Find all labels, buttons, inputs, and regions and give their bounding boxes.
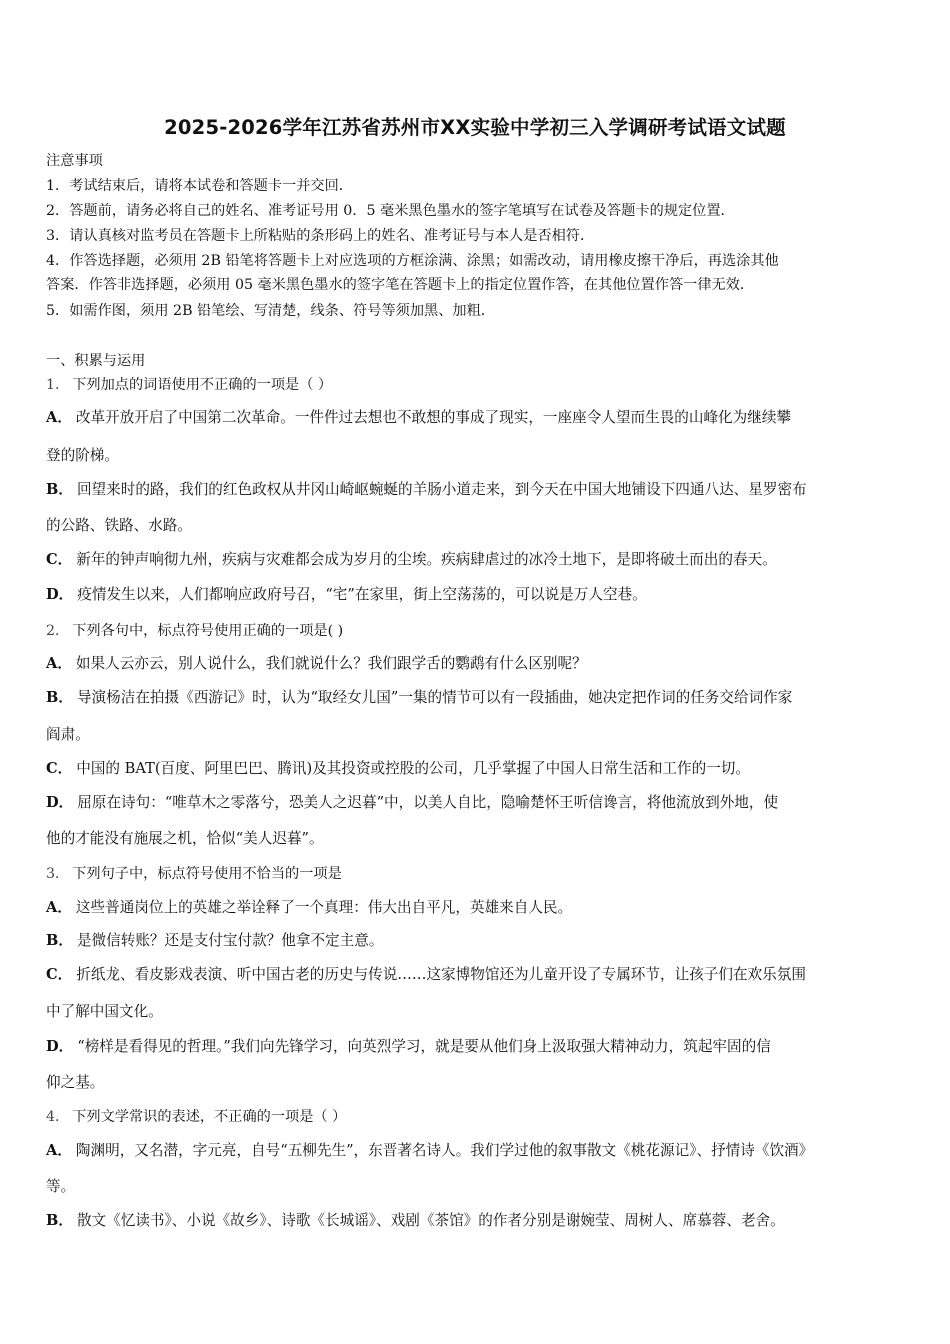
option-line (46, 655, 916, 673)
option-continuation: 等。 (46, 1178, 76, 1195)
option-line (46, 551, 916, 569)
option-letter: B． (46, 481, 73, 498)
option-continuation: 登的阶梯。 (46, 447, 119, 464)
option-letter: B． (46, 1212, 73, 1229)
option-line (46, 899, 916, 917)
question-number: 2． (46, 623, 70, 639)
option-text: 陶渊明，又名潜，字元亮，自号“五柳先生”，东晋著名诗人。我们学过他的叙事散文《桃花源记》、抒情诗《饮酒》 (75, 1142, 814, 1159)
option-text: 如果人云亦云，别人说什么，我们就说什么？我们跟学舌的鹦鹉有什么区别呢？ (75, 655, 587, 672)
notice-item: 5．如需作图，须用 2B 铅笔绘、写清楚，线条、符号等须加黑、加粗． (46, 303, 495, 319)
question-text: 下列加点的词语使用不正确的一项是（ ） (72, 377, 333, 393)
option-letter: B． (46, 932, 73, 949)
question-stem (46, 376, 916, 394)
notice-item: 4．作答选择题，必须用 2B 铅笔将答题卡上对应选项的方框涂满、涂黑；如需改动，请用橡皮擦干净后，再选涂其他 (46, 253, 779, 269)
question-stem (46, 865, 916, 883)
option-line (46, 1038, 916, 1056)
option-letter: D． (46, 586, 74, 603)
option-line (46, 689, 916, 707)
question-text: 下列句子中，标点符号使用不恰当的一项是 (72, 866, 342, 882)
option-letter: A． (46, 409, 72, 426)
option-line (46, 409, 916, 427)
notice-heading: 注意事项 (46, 153, 103, 169)
option-letter: D． (46, 1038, 74, 1055)
option-line (46, 1142, 916, 1160)
question-stem (46, 622, 916, 640)
option-text: 折纸龙、看皮影戏表演、听中国古老的历史与传说……这家博物馆还为儿童开设了专属环节，让孩子们在欢乐氛围 (76, 966, 806, 983)
option-letter: D． (46, 794, 74, 811)
option-text: 疫情发生以来，人们都响应政府号召，“宅”在家里，街上空荡荡的，可以说是万人空巷。 (77, 586, 647, 603)
question-number: 1． (46, 377, 70, 393)
option-line (46, 481, 916, 499)
option-line (46, 1212, 916, 1230)
option-text: 导演杨洁在拍摄《西游记》时，认为“取经女儿国”一集的情节可以有一段插曲，她决定把作词的任务交给词作家 (76, 689, 793, 706)
option-line (46, 932, 916, 950)
question-text: 下列各句中，标点符号使用正确的一项是( ) (72, 623, 344, 639)
option-text: 改革开放开启了中国第二次革命。一件件过去想也不敢想的事成了现实，一座座令人望而生畏的山峰化为继续攀 (75, 409, 792, 426)
option-letter: A． (46, 655, 72, 672)
notice-item: 3．请认真核对监考员在答题卡上所粘贴的条形码上的姓名、准考证号与本人是否相符． (46, 228, 595, 244)
page-title: 2025-2026学年江苏省苏州市XX实验中学初三入学调研考试语文试题 (164, 116, 786, 139)
notice-item: 2．答题前，请务必将自己的姓名、准考证号用 0．5 毫米黑色墨水的签字笔填写在试卷及答题卡的规定位置． (46, 203, 735, 219)
option-continuation: 他的才能没有施展之机，恰似“美人迟暮”。 (46, 830, 324, 847)
option-letter: C． (46, 760, 73, 777)
question-stem (46, 1108, 916, 1126)
option-text: 屈原在诗句：“唯草木之零落兮，恐美人之迟暮”中，以美人自比，隐喻楚怀王听信谗言，将他流放到外地，使 (77, 794, 779, 811)
option-line (46, 966, 916, 984)
option-letter: C． (46, 551, 73, 568)
option-text: “榜样是看得见的哲理。”我们向先锋学习，向英烈学习，就是要从他们身上汲取强大精神动力，筑起牢固的信 (77, 1038, 771, 1055)
question-text: 下列文学常识的表述，不正确的一项是（ ） (72, 1109, 347, 1125)
option-line (46, 586, 916, 604)
option-letter: C． (46, 966, 73, 983)
option-text: 新年的钟声响彻九州，疾病与灾难都会成为岁月的尘埃。疾病肆虐过的冰冷土地下，是即将破土而出的春天。 (76, 551, 777, 568)
option-continuation: 中了解中国文化。 (46, 1003, 163, 1020)
section-heading: 一、积累与运用 (46, 353, 146, 369)
notice-item: 1．考试结束后，请将本试卷和答题卡一并交回． (46, 178, 353, 194)
option-text: 中国的 BAT(百度、阿里巴巴、腾讯)及其投资或控股的公司，几乎掌握了中国人日常生活和工作的一切。 (76, 760, 750, 777)
option-text: 散文《忆读书》、小说《故乡》、诗歌《长城谣》、戏剧《茶馆》的作者分别是谢婉莹、周树人、席慕蓉、老舍。 (76, 1212, 785, 1229)
option-continuation: 阎肃。 (46, 726, 90, 743)
question-number: 4． (46, 1109, 70, 1125)
option-text: 这些普通岗位上的英雄之举诠释了一个真理：伟大出自平凡，英雄来自人民。 (75, 899, 573, 916)
option-letter: A． (46, 1142, 72, 1159)
option-letter: A． (46, 899, 72, 916)
question-number: 3． (46, 866, 70, 882)
option-continuation: 的公路、铁路、水路。 (46, 517, 192, 534)
option-continuation: 仰之基。 (46, 1074, 105, 1091)
option-letter: B． (46, 689, 73, 706)
option-text: 是微信转账？还是支付宝付款？他拿不定主意。 (76, 932, 384, 949)
notice-item: 答案．作答非选择题，必须用 05 毫米黑色墨水的签字笔在答题卡上的指定位置作答，在其他位置作答一律无效． (46, 277, 755, 293)
option-text: 回望来时的路，我们的红色政权从井冈山崎岖蜿蜒的羊肠小道走来，到今天在中国大地铺设下四通八达、星罗密布 (76, 481, 807, 498)
option-line (46, 760, 916, 778)
option-line (46, 794, 916, 812)
